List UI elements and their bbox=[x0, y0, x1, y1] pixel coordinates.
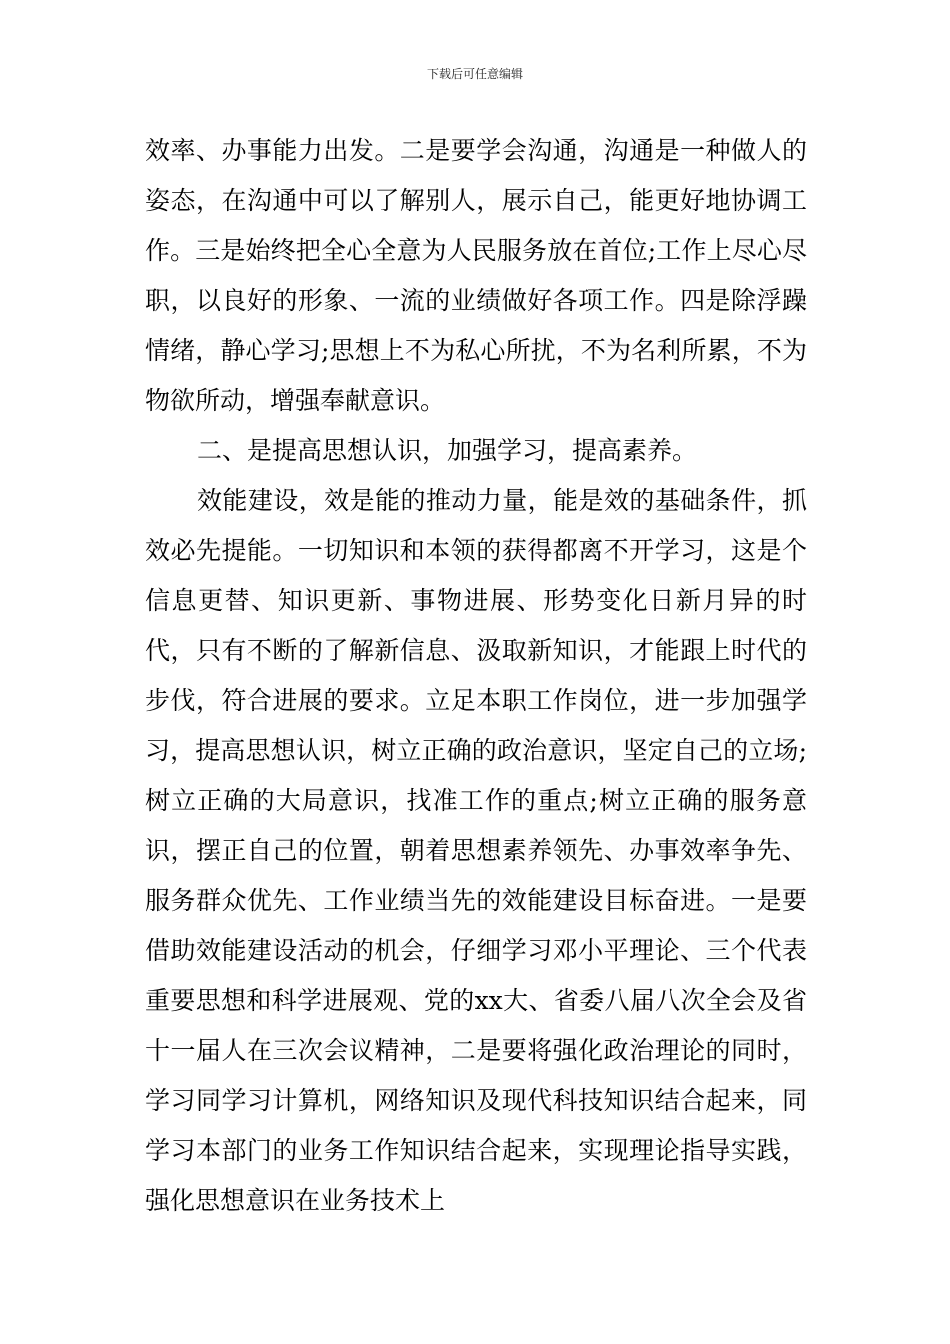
paragraph-efficiency: 效能建设，效是能的推动力量，能是效的基础条件，抓效必先提能。一切知识和本领的获得都离不开学习，这是个信息更替、知识更新、事物进展、形势变化日新月异的时代，只有不断的了解新信息、汲取新知识，才能跟上时代的步伐，符合进展的要求。立足本职工作岗位，进一步加强学习，提高思想认识，树立正确的政治意识，坚定自己的立场;树立正确的大局意识，找准工作的重点;树立正确的服务意识，摆正自己的位置，朝着思想素养领先、办事效率争先、服务群众优先、工作业绩当先的效能建设目标奋进。一是要借助效能建设活动的机会，仔细学习邓小平理论、三个代表重要思想和科学进展观、党的xx大、省委八届八次全会及省十一届人在三次会议精神，二是要将强化政治理论的同时，学习同学习计算机，网络知识及现代科技知识结合起来，同学习本部门的业务工作知识结合起来，实现理论指导实践，强化思想意识在业务技术上 bbox=[145, 486, 807, 1215]
page-header: 下载后可任意编辑 bbox=[426, 67, 523, 81]
paragraph-section-heading: 二、是提高思想认识，加强学习，提高素养。 bbox=[197, 436, 698, 465]
paragraph-continuation: 效率、办事能力出发。二是要学会沟通，沟通是一种做人的姿态，在沟通中可以了解别人，展示自己，能更好地协调工作。三是始终把全心全意为人民服务放在首位;工作上尽心尽职，以良好的形象、一流的业绩做好各项工作。四是除浮躁情绪，静心学习;思想上不为私心所扰，不为名利所累，不为物欲所动，增强奉献意识。 bbox=[145, 136, 807, 415]
document-body bbox=[145, 126, 807, 1226]
